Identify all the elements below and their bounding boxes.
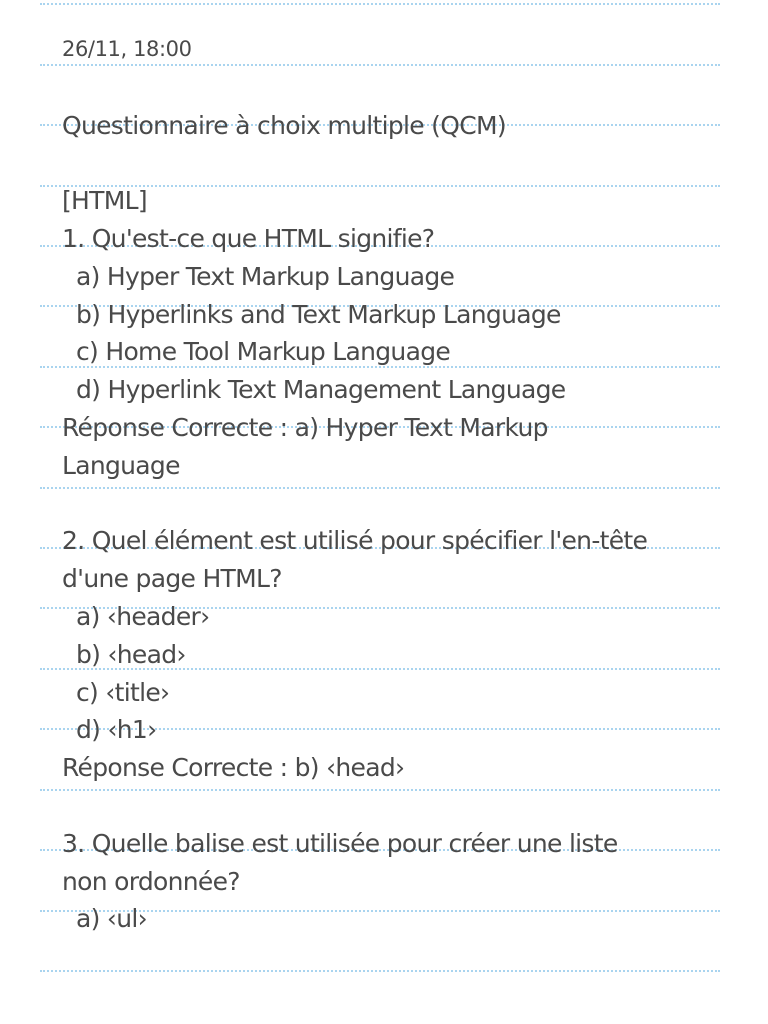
q3-option-a: a) ‹ul›: [76, 904, 147, 933]
q2-option-b: b) ‹head›: [76, 640, 186, 669]
ruled-line: [40, 366, 720, 368]
ruled-line: [40, 3, 720, 5]
question-2-continued: d'une page HTML?: [62, 564, 282, 593]
q1-answer-continued: Language: [62, 451, 180, 480]
q2-option-d: d) ‹h1›: [76, 715, 157, 744]
ruled-line: [40, 789, 720, 791]
question-3-continued: non ordonnée?: [62, 867, 240, 896]
note-title: Questionnaire à choix multiple (QCM): [62, 111, 506, 140]
q2-option-a: a) ‹header›: [76, 602, 210, 631]
ruled-line: [40, 487, 720, 489]
note-timestamp: 26/11, 18:00: [62, 37, 192, 61]
q2-option-c: c) ‹title›: [76, 678, 170, 707]
section-label: [HTML]: [62, 186, 147, 215]
q1-answer: Réponse Correcte : a) Hyper Text Markup: [62, 413, 548, 442]
ruled-line: [40, 64, 720, 66]
q1-option-c: c) Home Tool Markup Language: [76, 337, 451, 366]
q1-option-b: b) Hyperlinks and Text Markup Language: [76, 300, 561, 329]
q1-option-d: d) Hyperlink Text Management Language: [76, 375, 566, 404]
q1-option-a: a) Hyper Text Markup Language: [76, 262, 455, 291]
question-1: 1. Qu'est-ce que HTML signifie?: [62, 224, 435, 253]
question-3: 3. Quelle balise est utilisée pour créer une liste: [62, 829, 618, 858]
question-2: 2. Quel élément est utilisé pour spécifier l'en-tête: [62, 526, 648, 555]
ruled-line: [40, 970, 720, 972]
q2-answer: Réponse Correcte : b) ‹head›: [62, 753, 405, 782]
